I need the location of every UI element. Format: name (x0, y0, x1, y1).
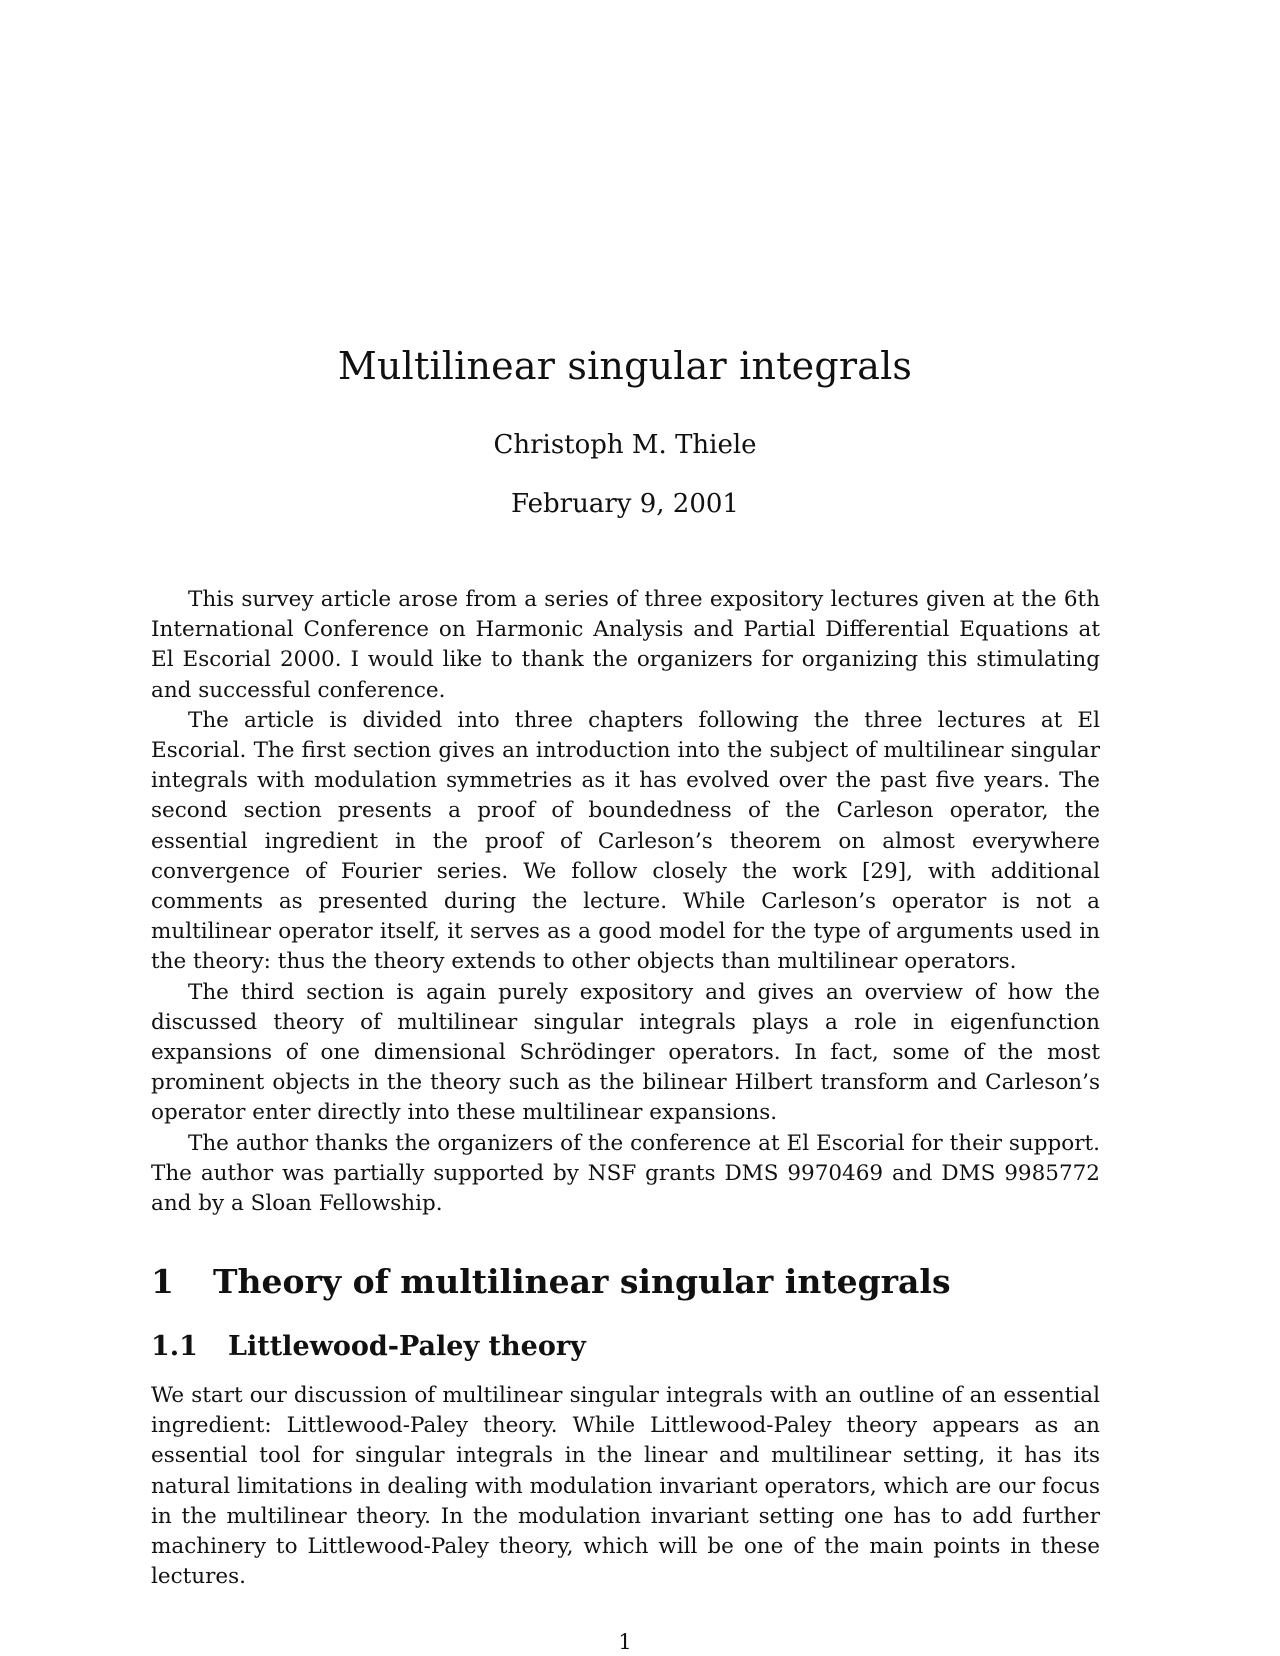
abstract-paragraph: The third section is again purely expository and gives an overview of how the discussed theory of multilinear singular integrals plays a role in eigenfunction expansions of one dimensional Schrödinger operators. In fact, some of the most prominent objects in the theory such as the bilinear Hilbert transform and Carleson’s operator enter directly into these multilinear expansions. (151, 979, 1100, 1126)
section-body (151, 1381, 1100, 1592)
abstract (151, 585, 1100, 1219)
subsection-title: Littlewood-Paley theory (228, 1331, 586, 1362)
section-title: Theory of multilinear singular integrals (213, 1262, 951, 1301)
abstract-paragraph: The article is divided into three chapters following the three lectures at El Escorial. The first section gives an introduction into the subject of multilinear singular integrals with modulation symmetries as it has evolved over the past five years. The second section presents a proof of boundedness of the Carleson operator, the essential ingredient in the proof of Carleson’s theorem on almost everywhere convergence of Fourier series. We follow closely the work [29], with additional comments as presented during the lecture. While Carleson’s operator is not a multilinear operator itself, it serves as a good model for the type of arguments used in the theory: thus the theory extends to other objects than multilinear operators. (151, 707, 1100, 975)
subsection-heading (151, 1331, 586, 1362)
section-heading (151, 1262, 951, 1301)
paper-author: Christoph M. Thiele (493, 430, 757, 460)
abstract-paragraph: This survey article arose from a series of three expository lectures given at the 6th International Conference on Harmonic Analysis and Partial Differential Equations at El Escorial 2000. I would like to thank the organizers for organizing this stimulating and successful conference. (151, 587, 1100, 703)
body-paragraph: We start our discussion of multilinear singular integrals with an outline of an essential ingredient: Littlewood-Paley theory. While Littlewood-Paley theory appears as an essential tool for singular integrals in the linear and multilinear setting, it has its natural limitations in dealing with modulation invariant operators, which are our focus in the multilinear theory. In the modulation invariant setting one has to add further machinery to Littlewood-Paley theory, which will be one of the main points in these lectures. (151, 1383, 1100, 1590)
page-number: 1 (618, 1630, 632, 1654)
subsection-number: 1.1 (151, 1331, 198, 1362)
paper-title: Multilinear singular integrals (337, 344, 913, 388)
abstract-paragraph: The author thanks the organizers of the conference at El Escorial for their support. The author was partially supported by NSF grants DMS 9970469 and DMS 9985772 and by a Sloan Fellowship. (151, 1130, 1100, 1217)
paper-date: February 9, 2001 (511, 489, 739, 519)
section-number: 1 (151, 1262, 174, 1301)
